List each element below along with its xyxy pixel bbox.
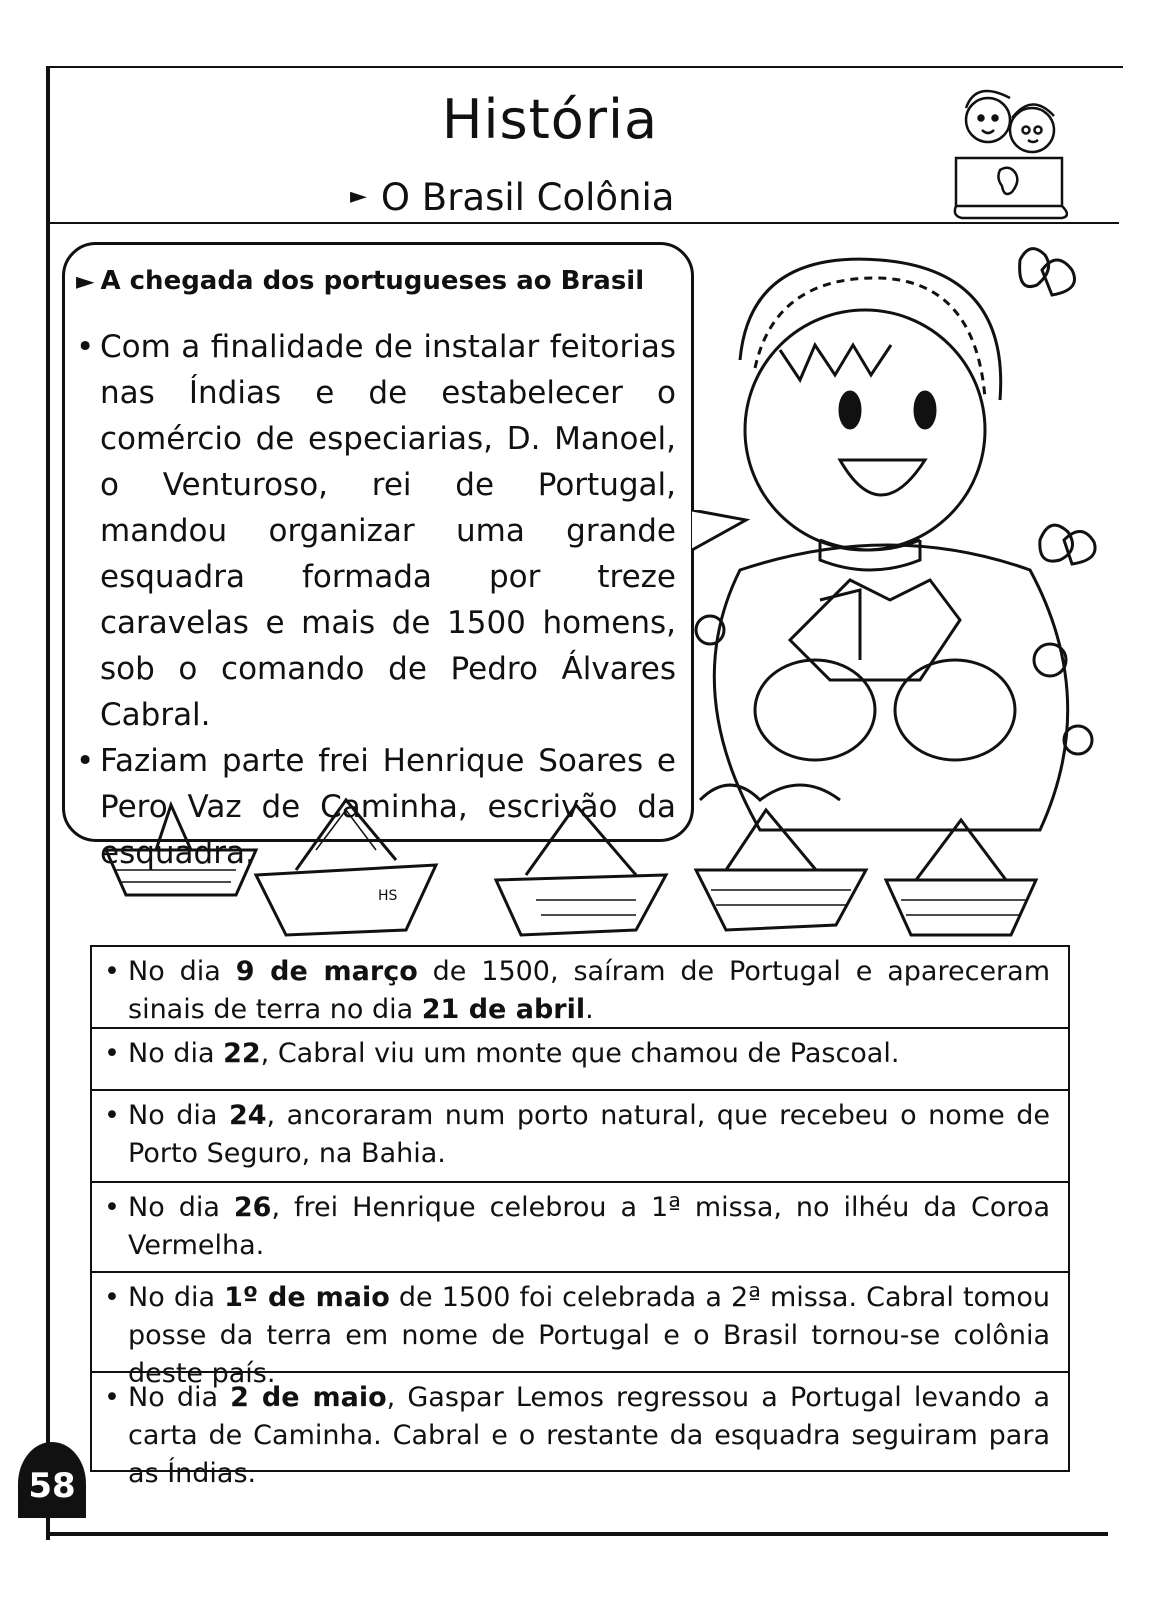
flower bbox=[1034, 644, 1066, 676]
fact-date: 21 de abril bbox=[421, 994, 586, 1025]
fact-row bbox=[92, 1273, 1068, 1389]
brazil-map-shape bbox=[998, 168, 1017, 194]
fact-date: 24 bbox=[228, 1100, 267, 1131]
fact-text: , Gaspar Lemos regressou a Portugal levando a carta de Caminha. Cabral e o restante da esquadra seguiram para as Índias. bbox=[128, 1382, 1050, 1489]
paper-boat bbox=[496, 805, 666, 935]
fact-row bbox=[92, 1373, 1068, 1489]
fact-text: , ancoraram num porto natural, que recebeu o nome de Porto Seguro, na Bahia. bbox=[128, 1100, 1050, 1169]
fact-text: No dia bbox=[128, 1382, 231, 1413]
fact-text: . bbox=[585, 994, 594, 1025]
kids-with-map-illustration bbox=[950, 78, 1068, 223]
paper-boat bbox=[886, 820, 1036, 935]
girl-eye-left bbox=[840, 392, 860, 428]
fact-text: No dia bbox=[128, 956, 236, 987]
paper-boats-illustration bbox=[96, 790, 1046, 940]
boat-sail-mark: HS bbox=[378, 888, 398, 904]
bullet-icon: • bbox=[76, 743, 95, 779]
facts-table bbox=[90, 945, 1070, 1489]
page-title: História bbox=[441, 88, 659, 151]
girl-head bbox=[745, 310, 985, 550]
page-number: 58 bbox=[18, 1442, 86, 1518]
fact-text: de 1500 foi celebrada a 2ª missa. Cabral tomou posse da terra em nome de Portugal e o Brasil tornou-se colônia deste país. bbox=[128, 1282, 1050, 1389]
bullet-icon: • bbox=[104, 956, 120, 987]
fact-date: 26 bbox=[233, 1192, 272, 1223]
bubble-paragraph bbox=[76, 324, 676, 738]
paper-boat bbox=[256, 800, 436, 935]
triangle-bullet-icon: ► bbox=[350, 184, 367, 209]
fact-date: 22 bbox=[223, 1038, 261, 1069]
fact-row bbox=[92, 1029, 1068, 1091]
flower bbox=[1064, 726, 1092, 754]
girl-body bbox=[714, 545, 1067, 830]
fact-row bbox=[92, 947, 1068, 1029]
paper-boat bbox=[696, 810, 866, 930]
bottom-rule bbox=[48, 1532, 1108, 1536]
girl-eye-right bbox=[915, 392, 935, 428]
fact-text: No dia bbox=[128, 1038, 224, 1069]
map-scroll bbox=[956, 158, 1062, 206]
bullet-icon: • bbox=[104, 1382, 120, 1413]
girl-mouth bbox=[840, 460, 925, 495]
bubble-heading-text: A chegada dos portugueses ao Brasil bbox=[100, 266, 645, 296]
kid-left-head bbox=[966, 98, 1010, 142]
fact-date: 9 de março bbox=[235, 956, 418, 987]
fact-row bbox=[92, 1183, 1068, 1273]
bullet-icon: • bbox=[104, 1192, 120, 1223]
girl-cap bbox=[740, 259, 1001, 400]
bullet-icon: • bbox=[104, 1100, 120, 1131]
paper-boat-held bbox=[790, 580, 960, 680]
fact-row bbox=[92, 1091, 1068, 1183]
fact-text: , frei Henrique celebrou a 1ª missa, no ilhéu da Coroa Vermelha. bbox=[128, 1192, 1050, 1261]
subtitle-text: O Brasil Colônia bbox=[380, 176, 675, 219]
fact-text: No dia bbox=[128, 1192, 234, 1223]
bubble-heading bbox=[76, 266, 696, 296]
fact-date: 1º de maio bbox=[224, 1282, 390, 1313]
fact-text: de 1500, saíram de Portugal e apareceram sinais de terra no dia bbox=[128, 956, 1050, 1025]
fact-text: No dia bbox=[128, 1100, 229, 1131]
fact-date: 2 de maio bbox=[230, 1382, 387, 1413]
page-subtitle bbox=[350, 176, 750, 219]
fact-text: , Cabral viu um monte que chamou de Pascoal. bbox=[260, 1038, 900, 1069]
paper-boat bbox=[106, 805, 256, 895]
bullet-icon: • bbox=[104, 1282, 120, 1313]
fact-text: No dia bbox=[128, 1282, 225, 1313]
butterfly-middle bbox=[1040, 525, 1073, 561]
girl-hand-right bbox=[895, 660, 1015, 760]
triangle-bullet-icon: ► bbox=[76, 267, 95, 295]
bullet-icon: • bbox=[76, 329, 95, 365]
bubble-paragraph-text: Faziam parte frei Henrique Soares e Pero Vaz de Caminha, escrivão da esquadra. bbox=[100, 743, 676, 871]
bullet-icon: • bbox=[104, 1038, 120, 1069]
girl-with-paper-boat-illustration bbox=[680, 240, 1100, 860]
bubble-paragraph-text: Com a finalidade de instalar feitorias nas Índias e de estabelecer o comércio de especiarias, D. Manoel, o Venturoso, rei de Portugal, mandou organizar uma grande esquadra formada por treze caravelas e mais de 1500 homens, sob o comando de Pedro Álvares Cabral. bbox=[100, 329, 676, 733]
girl-hand-left bbox=[755, 660, 875, 760]
kid-right-head bbox=[1010, 108, 1054, 152]
